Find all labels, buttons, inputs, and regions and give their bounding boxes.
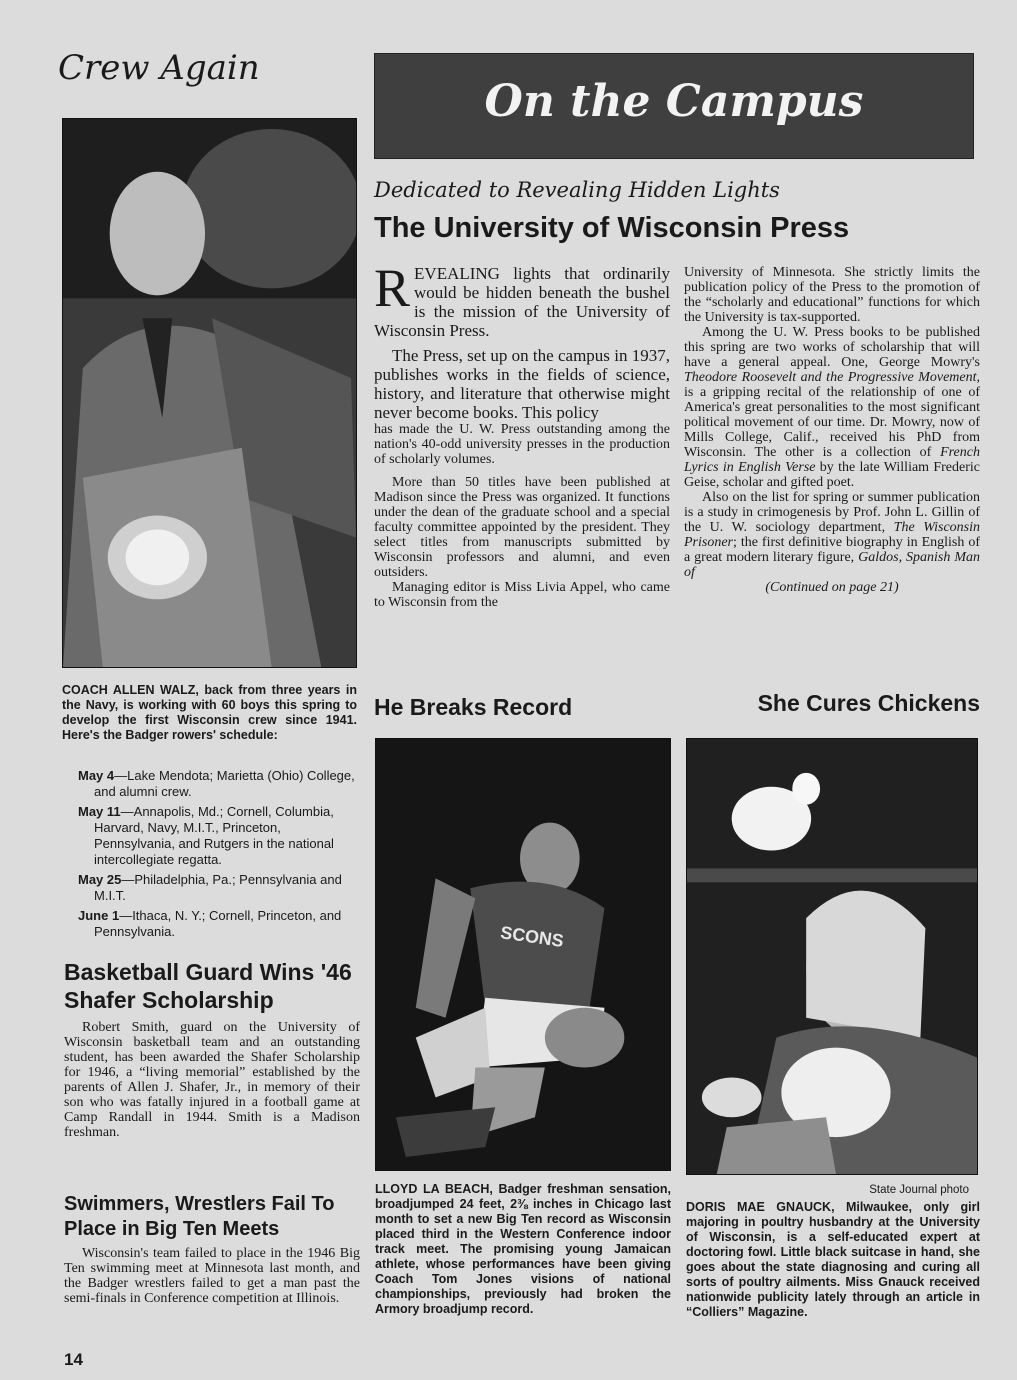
press-column-2 [684, 265, 980, 595]
campus-banner-title: On the Campus [484, 76, 864, 127]
press-lead: EVEALING lights that ordinarily would be hidden beneath the bushel is the mission of the University of Wisconsin Press. [374, 264, 670, 340]
record-headline: He Breaks Record [374, 694, 573, 720]
la-beach-caption: LLOYD LA BEACH, Badger freshman sensation, broadjumped 24 feet, 2⅜ inches in Chicago last month to set a new Big Ten record as Wisconsin placed third in the Western Conference indoor track meet. The promising young Jamaican athlete, whose performances have been giving Coach Tom Jones visions of national championships, previously had broken the Armory broadjump record. [375, 1182, 671, 1316]
continued-note: (Continued on page 21) [765, 580, 899, 595]
jersey-lettering: SCONS [499, 922, 565, 951]
basketball-headline: Basketball Guard Wins '46 Shafer Scholarship [64, 959, 352, 1013]
press-c2-p1: University of Minnesota. She strictly limits the publication policy of the Press to the promotion of the “scholarly and educational” functions for which the University is tax-supported. [684, 265, 980, 325]
gnauck-photo [686, 738, 978, 1175]
schedule-item: June 1—Ithaca, N. Y.; Cornell, Princeton, and Pennsylvania. [78, 908, 342, 939]
chickens-headline: She Cures Chickens [757, 690, 980, 716]
press-p3: More than 50 titles have been published at Madison since the Press was organized. It functions under the dean of the graduate school and a special faculty committee appointed by the president. They select titles from manuscripts submitted by Wisconsin professors and alumni, and even outsiders. [374, 475, 670, 580]
press-headline: The University of Wisconsin Press [374, 212, 850, 244]
coach-caption: COACH ALLEN WALZ, back from three years in the Navy, is working with 60 boys this spring to develop the first Wisconsin crew since 1941. Here's the Badger rowers' schedule: [62, 683, 357, 742]
coach-walz-photo [62, 118, 357, 668]
basketball-body: Robert Smith, guard on the University of Wisconsin basketball team and an outstanding student, has been awarded the Shafer Scholarship for 1946, a “living memorial” established by the parents of Allen J. Shafer, Jr., in memory of their son who was fatally injured in a football game at Camp Randall in 1944. Smith is a Madison freshman. [64, 1020, 360, 1140]
press-p4: Managing editor is Miss Livia Appel, who came to Wisconsin from the [374, 580, 670, 610]
drop-cap: R [374, 258, 411, 318]
press-kicker: Dedicated to Revealing Hidden Lights [374, 178, 780, 202]
la-beach-photo [375, 738, 671, 1171]
swim-body: Wisconsin's team failed to place in the 1946 Big Ten swimming meet at Minnesota last month, and the Badger wrestlers failed to get a man past the semi-finals in Conference competition at Illinois. [64, 1246, 360, 1306]
press-c2-p2: Among the U. W. Press books to be published this spring are two works of scholarship that will have a general appeal. One, George Mowry's Theodore Roosevelt and the Progressive Movement, is a gripping recital of the relationship of one of America's great personalities to the most significant political movement of our time. Dr. Mowry, now of Mills College, Calif., received his PhD from Wisconsin. The other is a collection of French Lyrics in English Verse by the late William Frederic Geise, scholar and gifted poet. [684, 325, 981, 490]
page-number: 14 [64, 1350, 83, 1369]
campus-banner [374, 53, 974, 159]
press-p2-large: The Press, set up on the campus in 1937, publishes works in the fields of science, history, and literature that otherwise might never become books. This policy [374, 346, 670, 422]
press-column-1 [374, 258, 670, 610]
crew-schedule [78, 768, 360, 944]
swim-headline: Swimmers, Wrestlers Fail To Place in Big Ten Meets [64, 1193, 335, 1240]
schedule-item: May 4—Lake Mendota; Marietta (Ohio) College, and alumni crew. [78, 768, 355, 799]
schedule-item: May 25—Philadelphia, Pa.; Pennsylvania and M.I.T. [78, 872, 342, 903]
press-c2-p3: Also on the list for spring or summer publication is a study in crimogenesis by Prof. John L. Gillin of the U. W. sociology department, The Wisconsin Prisoner; the first definitive biography in English of a great modern literary figure, Galdos, Spanish Man of [684, 490, 981, 580]
gnauck-caption: DORIS MAE GNAUCK, Milwaukee, only girl majoring in poultry husbandry at the University of Wisconsin, is a self-educated expert at doctoring fowl. Little black suitcase in hand, she goes about the state diagnosing and curing all sorts of poultry ailments. Miss Gnauck received nationwide publicity lately through an article in “Colliers” Magazine. [686, 1200, 980, 1319]
press-p2-small: has made the U. W. Press outstanding among the nation's 40-odd university presses in the production of scholarly volumes. [374, 422, 670, 467]
schedule-item: May 11—Annapolis, Md.; Cornell, Columbia, Harvard, Navy, M.I.T., Princeton, Pennsylvania, and Rutgers in the national intercollegiate regatta. [78, 804, 334, 867]
crew-again-headline: Crew Again [58, 48, 260, 88]
photo-credit: State Journal photo [869, 1184, 969, 1196]
